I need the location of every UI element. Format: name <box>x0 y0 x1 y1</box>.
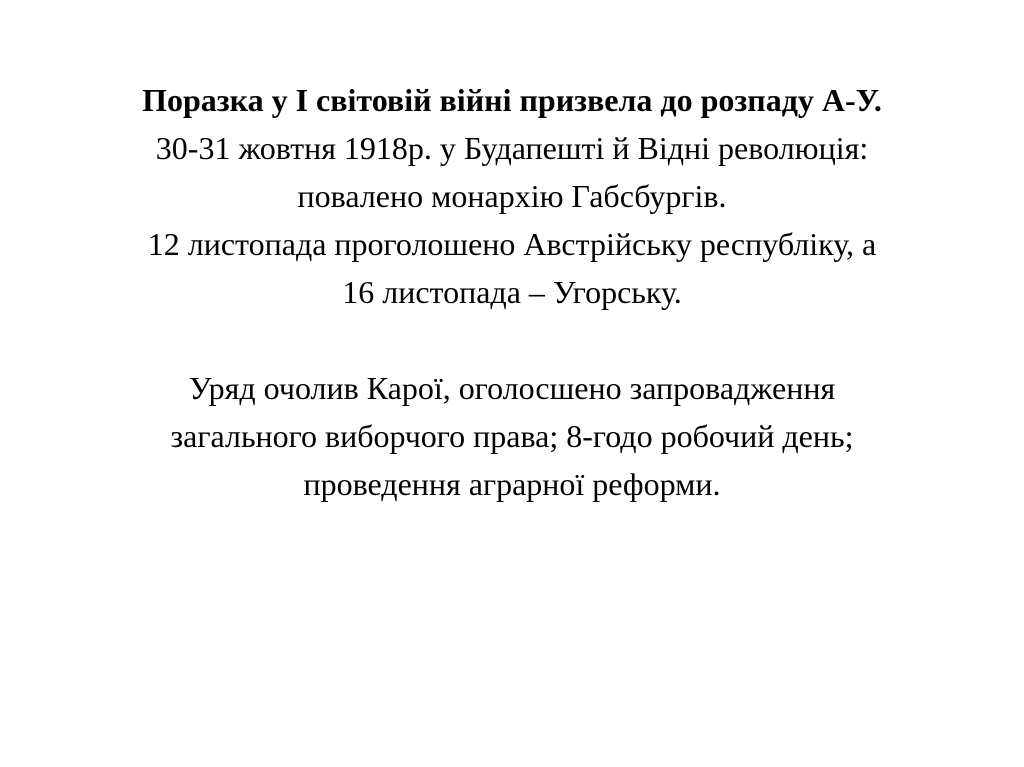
paragraph-gap <box>30 316 994 364</box>
text-line: повалено монархію Габсбургів. <box>297 178 727 214</box>
slide-text <box>30 76 994 508</box>
text-line: 30-31 жовтня 1918р. у Будапешті й Відні революція: <box>155 130 869 166</box>
slide-heading: Поразка у І світовій війні призвела до розпаду А-У. <box>142 82 882 118</box>
text-line: 16 листопада – Угорську. <box>342 274 682 310</box>
text-line: загального виборчого права; 8-годо робочий день; <box>170 418 854 454</box>
text-line: Уряд очолив Карої, оголосшено запровадження <box>188 370 836 406</box>
text-line: 12 листопада проголошено Австрійську республіку, а <box>147 226 877 262</box>
text-line: проведення аграрної реформи. <box>303 466 721 502</box>
